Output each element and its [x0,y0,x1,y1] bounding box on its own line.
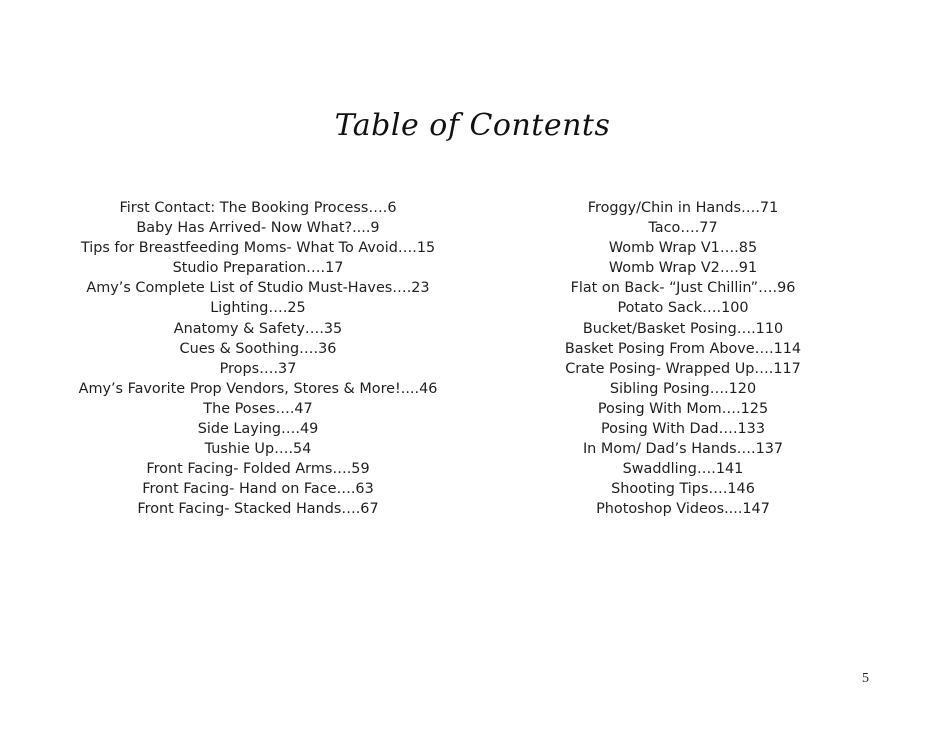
toc-entry[interactable]: Posing With Dad….133 [600,421,765,438]
toc-entry[interactable]: Taco….77 [648,220,718,237]
toc-entry[interactable]: Posing With Mom….125 [597,400,769,417]
toc-entry[interactable]: Side Laying….49 [197,421,319,438]
toc-entry[interactable]: Front Facing- Stacked Hands….67 [137,501,379,518]
toc-entry[interactable]: Sibling Posing….120 [609,380,757,397]
toc-entry[interactable]: Tips for Breastfeeding Moms- What To Avoid….15 [80,240,436,257]
toc-entry[interactable]: Front Facing- Folded Arms….59 [146,461,370,478]
toc-entry[interactable]: Lighting….25 [210,300,306,317]
toc-entry[interactable]: Amy’s Complete List of Studio Must-Haves….23 [86,280,430,297]
toc-entry[interactable]: Bucket/Basket Posing….110 [582,320,784,337]
toc-right-column [548,198,818,520]
toc-entry[interactable]: Photoshop Videos....147 [596,501,770,518]
toc-entry[interactable]: Flat on Back- “Just Chillin”….96 [570,280,796,297]
toc-entry[interactable]: In Mom/ Dad’s Hands….137 [582,441,784,458]
toc-entry[interactable]: Crate Posing- Wrapped Up….117 [565,360,801,377]
toc-entry[interactable]: Props….37 [219,360,297,377]
toc-entry[interactable]: Basket Posing From Above….114 [564,340,802,357]
toc-entry[interactable]: Womb Wrap V1….85 [608,240,758,257]
toc-entry[interactable]: Cues & Soothing….36 [179,340,337,357]
toc-entry[interactable]: Shooting Tips….146 [611,481,755,498]
toc-entry[interactable]: Potato Sack….100 [617,300,749,317]
toc-entry[interactable]: Front Facing- Hand on Face….63 [142,481,374,498]
toc-entry[interactable]: First Contact: The Booking Process….6 [119,200,397,216]
toc-left-column [78,198,438,520]
toc-entry[interactable]: Amy’s Favorite Prop Vendors, Stores & More!....46 [78,380,438,397]
toc-entry[interactable]: Swaddling….141 [622,461,744,478]
toc-entry[interactable]: Womb Wrap V2….91 [608,260,758,277]
page-title: Table of Contents [334,108,611,143]
toc-entry[interactable]: Anatomy & Safety….35 [173,320,343,337]
page-number: 5 [862,671,869,686]
toc-entry[interactable]: Tushie Up….54 [204,441,312,458]
toc-entry[interactable]: Baby Has Arrived- Now What?....9 [136,220,380,237]
toc-entry[interactable]: Studio Preparation….17 [172,260,344,277]
toc-entry[interactable]: Froggy/Chin in Hands….71 [587,200,779,216]
toc-entry[interactable]: The Poses….47 [203,400,313,417]
